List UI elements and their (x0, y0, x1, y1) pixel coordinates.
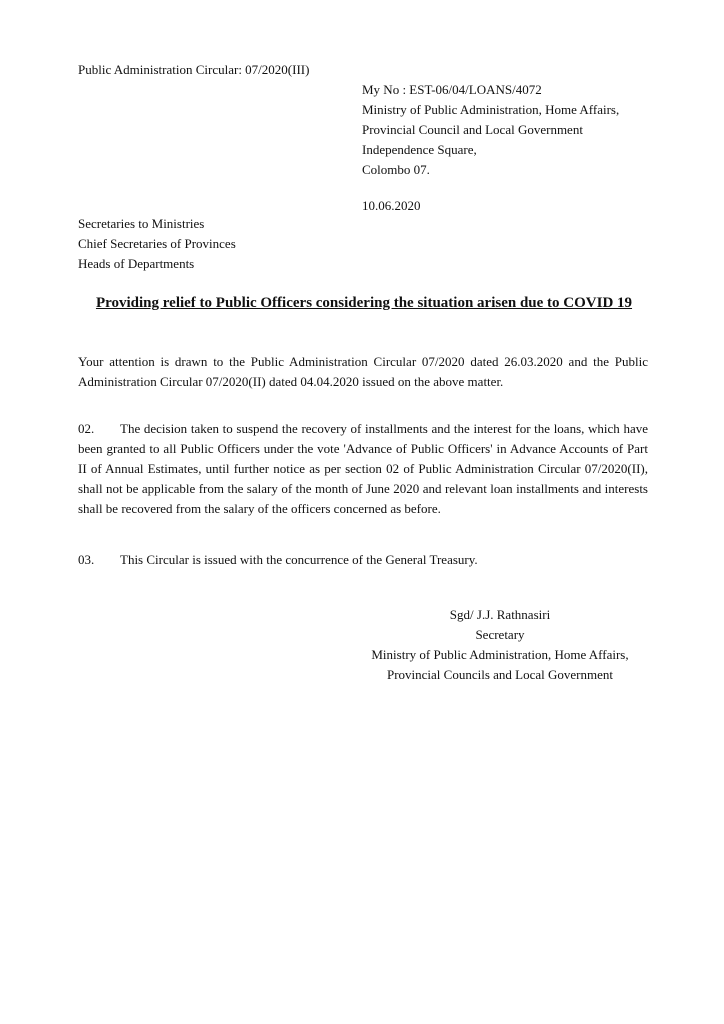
recipient-line: Secretaries to Ministries (78, 216, 205, 231)
sender-line: Ministry of Public Administration, Home Affairs, (362, 102, 620, 117)
signatory-org-line: Provincial Councils and Local Government (386, 667, 613, 682)
signatory-org-line: Ministry of Public Administration, Home Affairs, (371, 647, 629, 662)
paragraph-number: 03. (78, 552, 95, 567)
sender-line: Independence Square, (362, 142, 477, 157)
paragraph-number: 02. (78, 421, 95, 436)
paragraph-2 (78, 419, 648, 519)
sender-address-block (362, 80, 619, 180)
sender-line: Provincial Council and Local Government (362, 122, 583, 137)
signatory-designation: Secretary (475, 627, 525, 642)
paragraph-1: Your attention is drawn to the Public Administration Circular 07/2020 dated 26.03.2020 and the Public Administration Circular 07/2020(II) dated 04.04.2020 issued on the above matter. (78, 354, 648, 389)
issue-date: 10.06.2020 (362, 198, 421, 213)
signatory-name: Sgd/ J.J. Rathnasiri (449, 607, 551, 622)
circular-reference: Public Administration Circular: 07/2020(III) (78, 62, 310, 77)
paragraph-text: The decision taken to suspend the recovery of installments and the interest for the loans, which have been granted to all Public Officers under the vote 'Advance of Public Officers' in Advance Accounts of Part II of Annual Estimates, until further notice as per section 02 of Public Administration Circular 07/2020(II), shall not be applicable from the salary of the month of June 2020 and relevant loan installments and interests shall be recovered from the salary of the officers concerned as before. (78, 421, 648, 516)
recipient-line: Heads of Departments (78, 256, 195, 271)
recipient-line: Chief Secretaries of Provinces (78, 236, 236, 251)
reference-number: My No : EST-06/04/LOANS/4072 (362, 82, 542, 97)
paragraph-text: This Circular is issued with the concurrence of the General Treasury. (120, 552, 478, 567)
circular-title: Providing relief to Public Officers considering the situation arisen due to COVID 19 (95, 295, 633, 311)
recipients-list (78, 214, 236, 274)
paragraph-3 (78, 550, 648, 570)
sender-line: Colombo 07. (362, 162, 430, 177)
signature-block (340, 605, 660, 685)
